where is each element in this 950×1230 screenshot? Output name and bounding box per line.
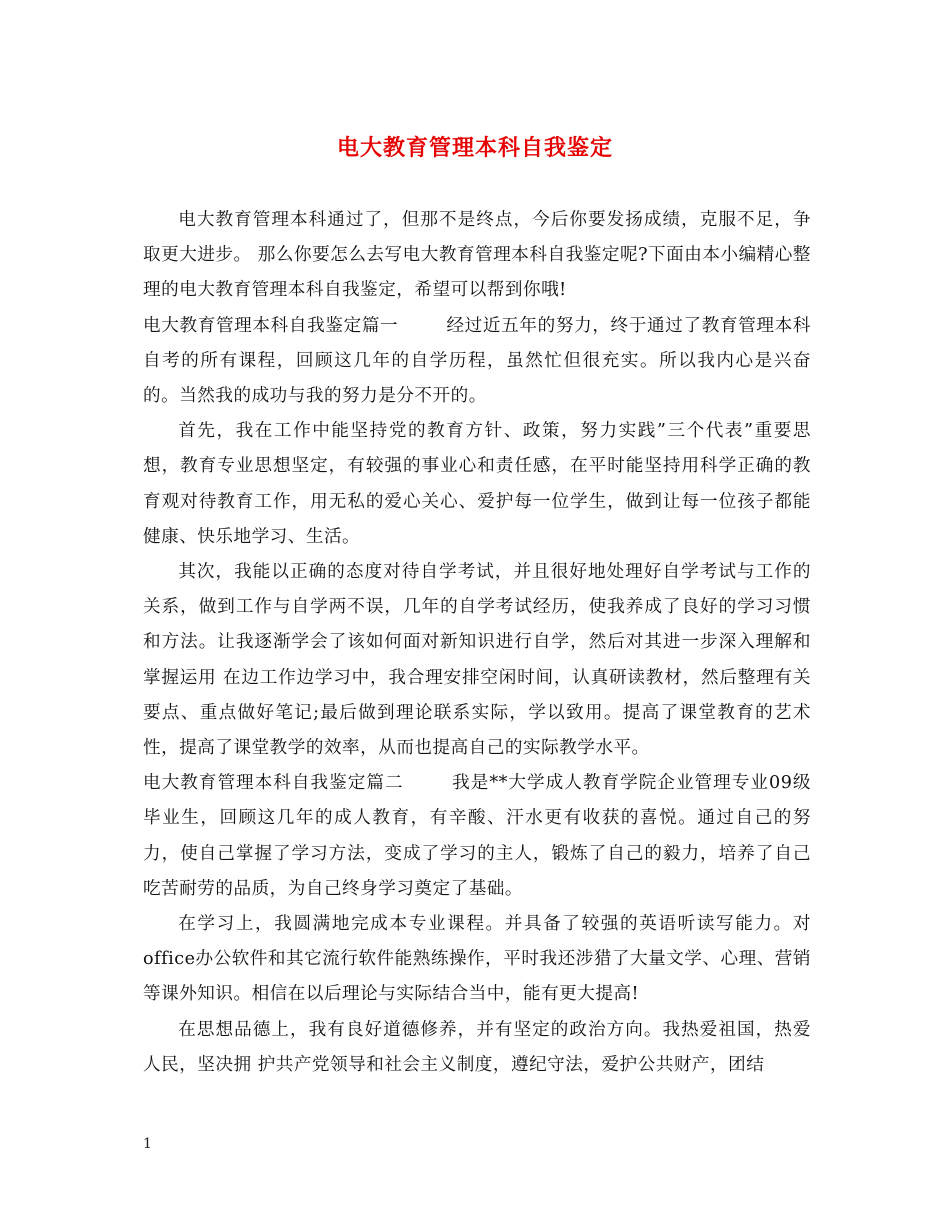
morality-paragraph: 在思想品德上，我有良好道德修养，并有坚定的政治方向。我热爱祖国，热爱人民，坚决拥 护共产党领导和社会主义制度，遵纪守法，爱护公共财产，团结	[143, 1019, 811, 1075]
study-paragraph: 在学习上，我圆满地完成本专业课程。并具备了较强的英语听读写能力。对office办公软件和其它流行软件能熟练操作，平时我还涉猎了大量文学、心理、营销等课外知识。相信在以后理论与实际结合当中，能有更大提高!	[143, 914, 811, 1005]
document-body	[143, 203, 811, 1083]
section-two-heading: 电大教育管理本科自我鉴定篇二	[143, 773, 404, 794]
intro-paragraph: 电大教育管理本科通过了，但那不是终点，今后你要发扬成绩，克服不足，争取更大进步。 那么你要怎么去写电大教育管理本科自我鉴定呢?下面由本小编精心整理的电大教育管理本科自我鉴定，希望可以帮到你哦!	[143, 210, 811, 301]
first-point-paragraph: 首先，我在工作中能坚持党的教育方针、政策，努力实践”三个代表”重要思想，教育专业思想坚定，有较强的事业心和责任感，在平时能坚持用科学正确的教育观对待教育工作，用无私的爱心关心、爱护每一位学生，做到让每一位孩子都能健康、快乐地学习、生活。	[143, 421, 811, 547]
page-number: 1	[143, 1136, 152, 1152]
document-title: 电大教育管理本科自我鉴定	[336, 135, 613, 161]
section-one-text: 经过近五年的努力，终于通过了教育管理本科自考的所有课程，回顾这几年的自学历程，虽然忙但很充实。所以我内心是兴奋的。当然我的成功与我的努力是分不开的。	[143, 315, 811, 407]
section-one-paragraph	[143, 309, 811, 415]
section-one-heading: 电大教育管理本科自我鉴定篇一	[143, 315, 399, 336]
second-point-paragraph: 其次，我能以正确的态度对待自学考试，并且很好地处理好自学考试与工作的关系，做到工作与自学两不误，几年的自学考试经历，使我养成了良好的学习习惯和方法。让我逐渐学会了该如何面对新知识进行自学，然后对其进一步深入理解和掌握运用 在边工作边学习中，我合理安排空闲时间，认真研读教材，然后整理有关要点、重点做好笔记;最后做到理论联系实际，学以致用。提高了课堂教育的艺术性，提高了课堂教学的效率，从而也提高自己的实际教学水平。	[143, 562, 811, 759]
section-two-text: 我是**大学成人教育学院企业管理专业09级毕业生，回顾这几年的成人教育，有辛酸、汗水更有收获的喜悦。通过自己的努力，使自己掌握了学习方法，变成了学习的主人，锻炼了自己的毅力，培养了自己吃苦耐劳的品质，为自己终身学习奠定了基础。	[143, 773, 811, 899]
section-two-paragraph	[143, 766, 811, 907]
